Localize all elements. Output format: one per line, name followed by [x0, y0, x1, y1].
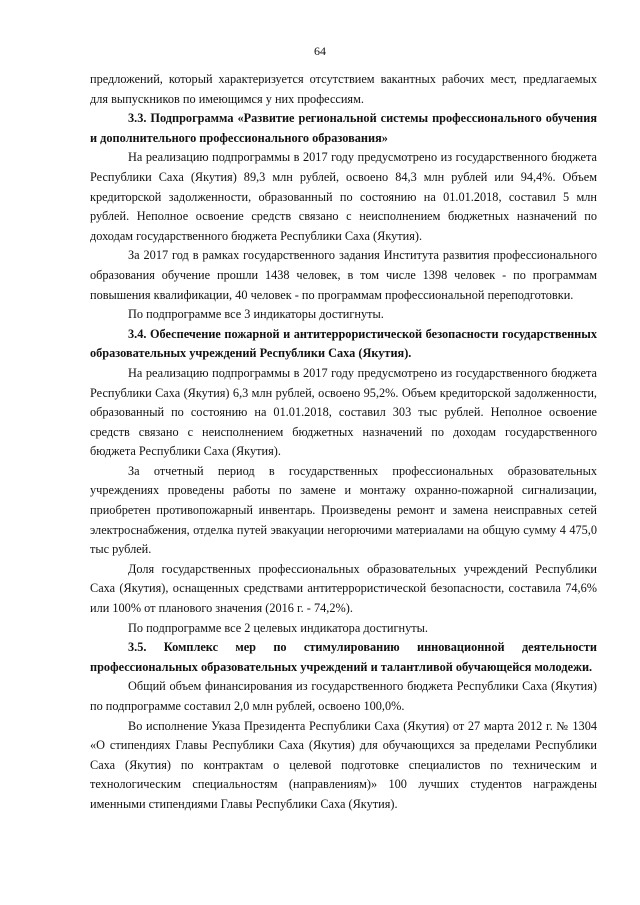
page-number: 64 — [314, 44, 326, 58]
paragraph: На реализацию подпрограммы в 2017 году предусмотрено из государственного бюджета Республики Саха (Якутия) 6,3 млн рублей, освоено 95,2%. Объем кредиторской задолженности, образованный по состоянию на 01.01.2018, составил 303 тыс рублей. Неполное освоение средств связано с неисполнением бюджетных назначений по доходам государственного бюджета Республики Саха (Якутия). — [90, 365, 597, 459]
paragraph: За отчетный период в государственных профессиональных образовательных учреждениях проведены работы по замене и монтажу охранно-пожарной сигнализации, приобретен противопожарный инвентарь. Произведены ремонт и замена неисправных сетей электроснабжения, отделка путей эвакуации негорючими материалами на общую сумму 4 475,0 тыс рублей. — [90, 463, 597, 557]
paragraph: Доля государственных профессиональных образовательных учреждений Республики Саха (Якутия), оснащенных средствами антитеррористической безопасности, составила 74,6% или 100% от планового значения (2016 г. - 74,2%). — [90, 561, 597, 616]
document-body — [90, 70, 597, 815]
paragraph: Общий объем финансирования из государственного бюджета Республики Саха (Якутия) по подпрограмме составил 2,0 млн рублей, освоено 100,0%. — [90, 679, 597, 713]
paragraph: На реализацию подпрограммы в 2017 году предусмотрено из государственного бюджета Республики Саха (Якутия) 89,3 млн рублей, освоено 84,3 млн рублей или 94,4%. Объем кредиторской задолженности, образованный по состоянию на 01.01.2018, составил 5 млн рублей. Неполное освоение средств связано с неисполнением бюджетных назначений по доходам государственного бюджета Республики Саха (Якутия). — [90, 150, 597, 243]
paragraph: предложений, который характеризуется отсутствием вакантных рабочих мест, предлагаемых для выпускников по имеющимся у них профессиям. — [90, 72, 597, 106]
paragraph: По подпрограмме все 3 индикаторы достигнуты. — [128, 307, 384, 322]
paragraph: За 2017 год в рамках государственного задания Института развития профессионального образования обучение прошли 1438 человек, в том числе 1398 человек - по программам повышения квалификации, 40 человек - по программам профессиональной переподготовки. — [90, 248, 597, 302]
paragraph: Во исполнение Указа Президента Республики Саха (Якутия) от 27 марта 2012 г. № 1304 «О стипендиях Главы Республики Саха (Якутия) для обучающихся за пределами Республики Саха (Якутия) по контрактам о целевой подготовке специалистов по техническим и технологическим специальностям (направлениям)» 100 лучших студентов награждены именными стипендиями Главы Республики Саха (Якутия). — [90, 718, 597, 811]
section-heading-3-5: 3.5. Комплекс мер по стимулированию инновационной деятельности профессиональных образовательных учреждений и талантливой обучающейся молодежи. — [90, 640, 597, 674]
section-heading-3-4: 3.4. Обеспечение пожарной и антитеррористической безопасности государственных образовательных учреждений Республики Саха (Якутия). — [90, 326, 597, 361]
section-heading-3-3: 3.3. Подпрограмма «Развитие региональной системы профессионального обучения и дополнительного профессионального образования» — [90, 111, 597, 145]
paragraph: По подпрограмме все 2 целевых индикатора достигнуты. — [128, 620, 428, 635]
